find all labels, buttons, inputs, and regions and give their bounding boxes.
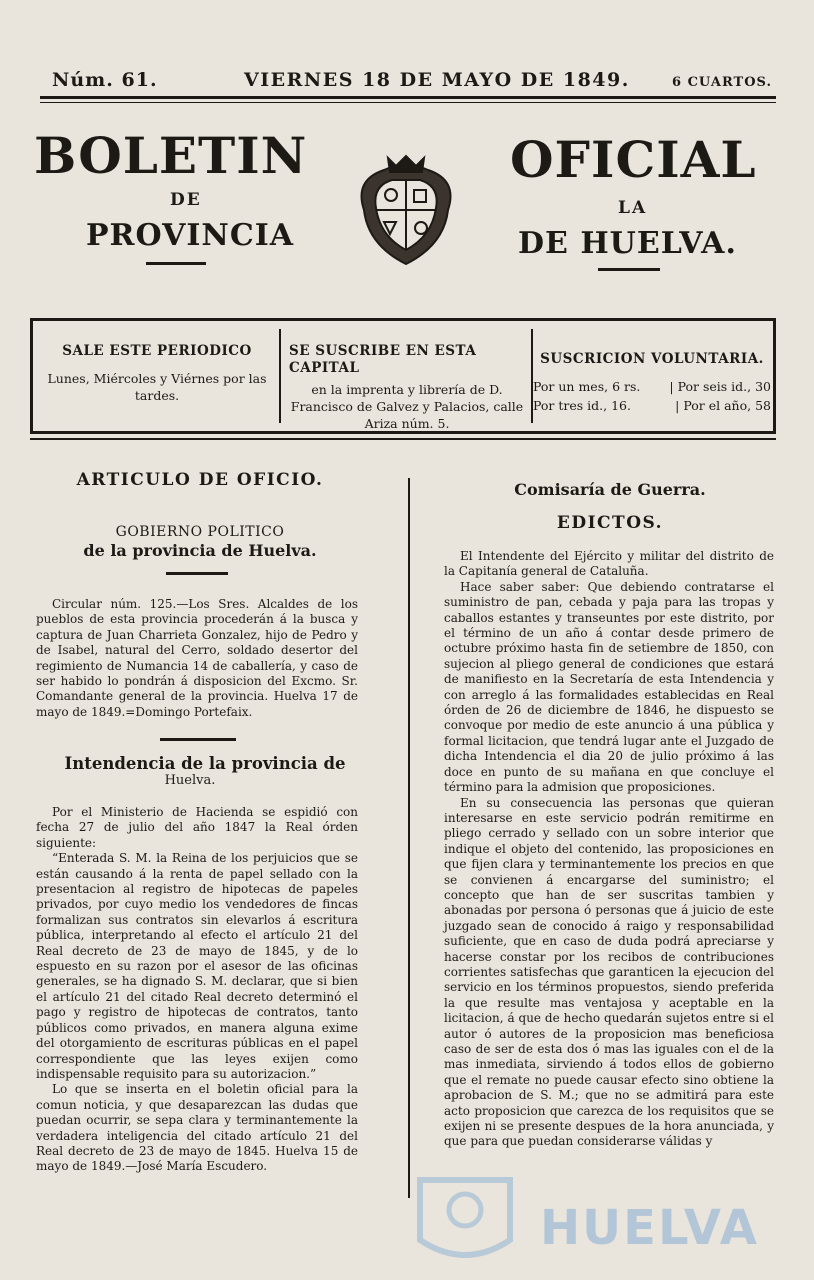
divider-short-2 bbox=[160, 738, 236, 741]
top-rule bbox=[40, 96, 776, 99]
intendencia-text bbox=[36, 805, 358, 1175]
box-divider-1 bbox=[279, 329, 281, 423]
price-one-year: | Por el año, 58 bbox=[675, 398, 771, 413]
divider-short-1 bbox=[166, 572, 228, 575]
intendencia-para-2: “Enterada S. M. la Reina de los perjuicios que se están causando á la renta de papel sellado con la presentacion al registro de hipotecas de papeles privados, por cuyo medio los vendedores de fincas formalizan sus contratos sin elevarlos á escritura pública, interpretando al efecto el artículo 21 del Real decreto de 23 de mayo de 1845, y de lo espuesto en su razon por el asesor de las oficinas generales, se ha dignado S. M. declarar, que si bien el artículo 21 del citado Real decreto determinó el pago y registro de hipotecas de contratos, tanto públicos como privados, en manera alguna exime del otorgamiento de escrituras públicas en el papel correspondiente que las leyes exijen como indispensable requisito para su autorizacion.” bbox=[36, 851, 358, 1081]
issue-number: Núm. 61. bbox=[52, 69, 158, 91]
section-title-articulo: ARTICULO DE OFICIO. bbox=[76, 470, 324, 490]
top-rule-thin bbox=[40, 102, 776, 103]
subscription-col-schedule bbox=[41, 321, 273, 431]
place-text: en la imprenta y librería de D. Francisco de Galvez y Palacios, calle Ariza núm. 5. bbox=[290, 382, 524, 431]
watermark-text: HUELVA bbox=[540, 1200, 759, 1256]
masthead-oficial: OFICIAL bbox=[510, 130, 757, 189]
edicto-para-2: En su consecuencia las personas que quieran interesarse en este servicio podrán remitirme en pliego cerrado y sellado con un sobre interior que indique el objeto del contenido, las proposiciones en que fijen clara y terminantemente los precios en que se convienen á encargarse del suministro; el concepto que han de ser suscritas tambien y abonadas por persona ó personas que á juicio de este juzgado sean de conocido á raigo y responsabilidad suficiente, que en caso de duda podrá apreciarse y hacerse constar por los recibos de contribuciones corrientes satisfechas que garanticen la ejecucion del servicio en los términos propuestos, siendo preferida la que resulte mas ventajosa y aceptable en la licitacion, á que de hecho quedarán sujetos entre si el autor ó autores de la proposicion mas beneficiosa caso de ser de esta dos ó mas las iguales con el de la mas inmediata, sirviendo á todos ellos de gobierno que el remate no puede causar efecto sino obtiene la aprobacion de S. M.; que no se admitirá para este acto proposicion que carezca de los requisitos que se exijen ni se presente despues de la hora anunciada, y que para que puedan considerarse válidas y bbox=[444, 795, 774, 1149]
masthead-la: LA bbox=[618, 198, 648, 218]
prices-row-1 bbox=[533, 378, 771, 395]
masthead-provincia: PROVINCIA bbox=[86, 218, 295, 253]
subscription-col-prices bbox=[533, 321, 771, 431]
gobierno-subtitle: de la provincia de Huelva. bbox=[83, 541, 317, 560]
masthead-underline-left bbox=[146, 262, 206, 265]
price-six-months: | Por seis id., 30 bbox=[669, 379, 771, 394]
circular-text: Circular núm. 125.—Los Sres. Alcaldes de los pueblos de esta provincia procederán á la busca y captura de Juan Charrieta Gonzalez, hijo de Pedro y de Isabel, natural del Cerro, soldado desertor del regimiento de Numancia 14 de caballería, y caso de ser habido lo pondrán á disposicion del Excmo. Sr. Comandante general de la provincia. Huelva 17 de mayo de 1849.=Domingo Portefaix. bbox=[36, 597, 358, 719]
prices-row-2 bbox=[533, 397, 771, 414]
intendencia-para-1: Por el Ministerio de Hacienda se espidió con fecha 27 de julio del año 1847 la Real órden siguiente: bbox=[36, 805, 358, 850]
intendencia-title: Intendencia de la provincia de bbox=[64, 754, 346, 773]
edicto-lead: El Intendente del Ejército y militar del distrito de la Capitanía general de Cataluña. bbox=[444, 549, 774, 579]
gobierno-title: GOBIERNO POLITICO bbox=[115, 524, 285, 540]
intendencia-subtitle: Huelva. bbox=[164, 773, 216, 788]
edicto-para-1: Hace saber saber: Que debiendo contratarse el suministro de pan, cebada y paja para las tropas y caballos estantes y transeuntes por este distrito, por el término de un año á contar desde primero de octubre próximo hasta fin de setiembre de 1850, con sujecion al pliego general de condiciones que estará de manifiesto en la Secretaría de esta Intendencia y con arreglo á las formalidades establecidas en Real órden de 26 de diciembre de 1846, he dispuesto se convoque por medio de este anuncio á una pública y formal licitacion, que tendrá lugar ante el Juzgado de dicha Intendencia el dia 20 de julio próximo á las doce en punto de su mañana en que concluye el término para la admision que proposiciones. bbox=[444, 579, 774, 795]
issue-price: 6 CUARTOS. bbox=[672, 75, 772, 90]
schedule-title: SALE ESTE PERIODICO bbox=[62, 343, 252, 359]
issue-date: VIERNES 18 DE MAYO DE 1849. bbox=[244, 69, 630, 91]
masthead-underline-right bbox=[598, 268, 660, 271]
place-title: SE SUSCRIBE EN ESTA CAPITAL bbox=[289, 343, 477, 376]
subscription-col-place bbox=[289, 321, 525, 431]
price-three-months: Por tres id., 16. bbox=[533, 398, 631, 413]
coat-of-arms-icon bbox=[344, 150, 468, 274]
prices-title: SUSCRICION VOLUNTARIA. bbox=[540, 351, 764, 367]
schedule-text: Lunes, Miércoles y Viérnes por las tardes. bbox=[47, 371, 267, 403]
comisaria-title: Comisaría de Guerra. bbox=[514, 480, 706, 499]
box-bottom-rule bbox=[30, 438, 776, 440]
masthead-de-huelva: DE HUELVA. bbox=[518, 226, 737, 261]
masthead-boletin: BOLETIN bbox=[34, 126, 308, 185]
intendencia-para-3: Lo que se inserta en el boletin oficial para la comun noticia, y que desaparezcan las dudas que puedan ocurrir, se sepa clara y terminantemente la verdadera inteligencia del citado artículo 21 del Real decreto de 23 de mayo de 1845. Huelva 15 de mayo de 1849.—José María Escudero. bbox=[36, 1082, 358, 1174]
price-one-month: Por un mes, 6 rs. bbox=[533, 379, 641, 394]
column-divider bbox=[408, 478, 410, 1198]
masthead-de: DE bbox=[170, 190, 202, 210]
edictos-title: EDICTOS. bbox=[556, 513, 664, 533]
subscription-box bbox=[30, 318, 776, 434]
edicto-text bbox=[444, 549, 774, 1150]
